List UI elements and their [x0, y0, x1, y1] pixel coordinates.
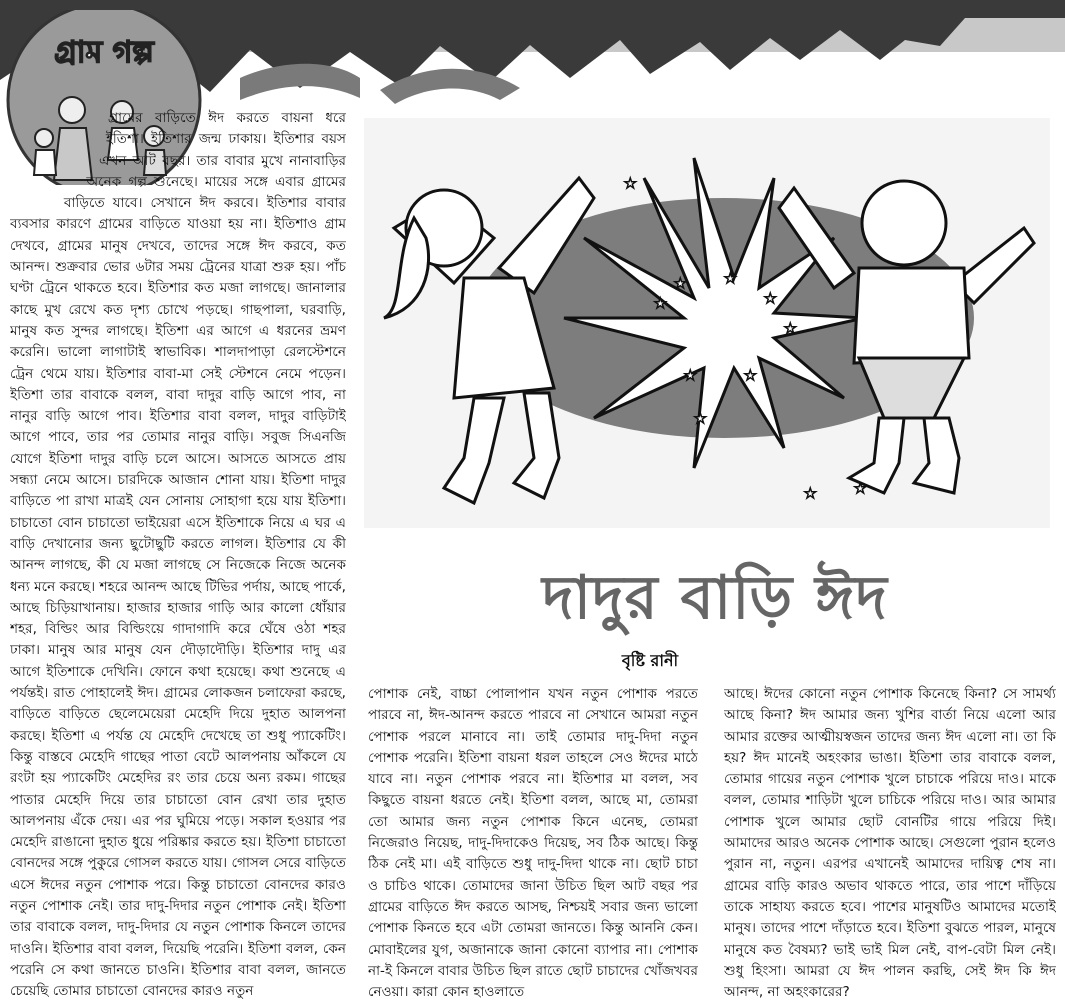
- svg-text:★: ★: [694, 411, 707, 427]
- headline: দাদুর বাড়ি ঈদ: [542, 563, 888, 633]
- illustration: [364, 118, 1050, 528]
- svg-text:★: ★: [724, 271, 737, 287]
- article-column-3: [724, 684, 1056, 1004]
- article-column-2: [368, 684, 698, 1004]
- svg-text:★: ★: [854, 481, 867, 497]
- article-column-1: [10, 108, 346, 1003]
- svg-text:★: ★: [684, 368, 697, 384]
- column-1-text: গ্রামের বাড়িতে ঈদ করতে বায়না ধরে ইতিশা। ইতিশার জন্ম ঢাকায়। ইতিশার বয়স এখন আট বছর। তার বাবার মুখে নানাবাড়ির অনেক গল্প শুনেছে। মায়ের সঙ্গে এবার গ্রামের বাড়িতে যাবে। সেখানে ঈদ করবে। ইতিশার বাবার ব্যবসার কারণে গ্রামের বাড়িতে যাওয়া হয় না। ইতিশাও গ্রাম দেখবে, গ্রামের মানুষ দেখবে, তাদের সঙ্গে ঈদ করবে, কত আনন্দ। শুক্রবার ভোর ৬টার সময় ট্রেনের যাত্রা শুরু হয়। পাঁচ ঘণ্টা ট্রেনে থাকতে হবে। ইতিশার কত মজা লাগছে। জানালার কাছে মুখ রেখে কত দৃশ্য চোখে পড়ছে। গাছপালা, ঘরবাড়ি, মানুষ কত সুন্দর লাগছে। ইতিশা এর আগে এ ধরনের ভ্রমণ করেনি। ভালো লাগাটাই স্বাভাবিক। শালদাপাড়া রেলস্টেশনে ট্রেন থেমে যায়। ইতিশার বাবা-মা সেই স্টেশনে নেমে পড়েন। ইতিশা তার বাবাকে বলল, বাবা দাদুর বাড়ি আগে পাব, না নানুর বাড়ি আগে পাব। ইতিশার বাবা বলল, দাদুর বাড়িটাই আগে পাবে, তার পর তোমার নানুর বাড়ি। সবুজ সিএনজি যোগে ইতিশা দাদুর বাড়ি চলে আসে। আসতে আসতে প্রায় সন্ধ্যা নেমে আসে। চারদিকে আজান শোনা যায়। ইতিশা দাদুর বাড়িতে পা রাখা মাত্রই যেন সোনায় সোহাগা হয়ে যায় ইতিশা। চাচাতো বোন চাচাতো ভাইয়েরা এসে ইতিশাকে নিয়ে এ ঘর এ বাড়ি দেখানোর জন্য ছুটোছুটি করতে লাগল। ইতিশার যে কী আনন্দ লাগছে, কী যে মজা লাগছে সে নিজেকে নিজে অনেক ধন্য মনে করছে। শহরে আনন্দ আছে টিভির পর্দায়, আছে পার্কে, আছে চিড়িয়াখানায়। হাজার হাজার গাড়ি আর কালো ধোঁয়ার শহর, বিল্ডিং আর বিল্ডিংয়ে গাদাগাদি করে ঘেঁষে ওঠা শহর ঢাকা। মানুষ আর মানুষ যেন দৌড়াদৌড়ি। ইতিশার দাদু এর আগে ইতিশাকে দেখিনি। ফোনে কথা হয়েছে। কথা শুনেছে এ পর্যন্তই। রাত পোহালেই ঈদ। গ্রামের লোকজন চলাফেরা করছে, বাড়িতে বাড়িতে ছেলেমেয়েরা মেহেদি দিয়ে দুহাত আলপনা করছে। ইতিশা এ পর্যন্ত যে মেহেদি দেখেছে তা শুধু প্যাকেটিং। কিন্তু বাস্তবে মেহেদি গাছের পাতা বেটে আলপনায় আঁকলে যে রংটা হয় প্যাকেটিং মেহেদির রং তার চেয়ে অন্য রকম। গাছের পাতার মেহেদি দিয়ে তার চাচাতো বোন রেখা তার দুহাত আলপনায় এঁকে দেয়। এর পর ঘুমিয়ে পড়ে। সকাল হওয়ার পর মেহেদি রাঙানো দুহাত ধুয়ে পরিষ্কার করতে হয়। ইতিশা চাচাতো বোনদের সঙ্গে পুকুরে গোসল করতে যায়। গোসল সেরে বাড়িতে এসে ঈদের নতুন পোশাক পরে। কিন্তু চাচাতো বোনদের কারও নতুন পোশাক নেই। তার দাদু-দিদার নতুন পোশাক নেই। ইতিশা তার বাবাকে বলল, দাদু-দিদার যে নতুন পোশাক কিনলে তাদের দাওনি। ইতিশার বাবা বলল, দিয়েছি পরেনি। ইতিশা বলল, কেন পরেনি সে কথা জানতে চাওনি। ইতিশার বাবা বলল, জানতে চেয়েছি তোমার চাচাতো বোনদের কারও নতুন: [10, 110, 346, 1000]
- section-logo-title: গ্রাম গল্প: [54, 35, 154, 70]
- svg-text:★: ★: [654, 296, 667, 312]
- svg-text:★: ★: [784, 321, 797, 337]
- svg-text:★: ★: [674, 276, 687, 292]
- column-3-text: আছে। ঈদের কোনো নতুন পোশাক কিনেছে কিনা? সে সামর্থ্য আছে কিনা? ঈদ আমার জন্য খুশির বার্তা নিয়ে এলো আর আমার রক্তের আত্মীয়স্বজন তাদের জন্য ঈদ এলো না। তা কি হয়? ঈদ মানেই অহংকার ভাঙা। ইতিশা তার বাবাকে বলল, তোমার গায়ের নতুন পোশাক খুলে চাচাকে পরিয়ে দাও। মাকে বলল, তোমার শাড়িটা খুলে চাচিকে পরিয়ে দাও। আর আমার পোশাক খুলে আমার ছোট বোনটির গায়ে পরিয়ে দিই। আমাদের আরও অনেক পোশাক আছে। সেগুলো পুরান হলেও পুরান না, নতুন। এরপর এখানেই আমাদের দায়িত্ব শেষ না। গ্রামের বাড়ি কারও অভাব থাকতে পারে, তার পাশে দাঁড়িয়ে তাকে সাহায্য করতে হবে। পাশের মানুষটিও আমাদের মতোই মানুষ। তাদের পাশে দাঁড়াতে হবে। ইতিশা বুঝতে পারল, মানুষে মানুষে কত বৈষম্য? ভাই ভাই মিল নেই, বাপ-বেটা মিল নেই। শুধু হিংসা। আমরা যে ঈদ পালন করছি, সেই ঈদ কি ঈদ আনন্দ, না অহংকারের?: [724, 686, 1056, 1001]
- author-byline: বৃষ্টি রানী: [621, 651, 679, 670]
- svg-text:★: ★: [804, 486, 817, 502]
- svg-text:★: ★: [764, 291, 777, 307]
- column-2-text: পোশাক নেই, বাচ্চা পোলাপান যখন নতুন পোশাক পরতে পারবে না, ঈদ-আনন্দ করতে পারবে না সেখানে আমরা নতুন পোশাক পরলে মানাবে না। তাই তোমার দাদু-দিদা নতুন পোশাক পরেনি। ইতিশা বায়না ধরল তাহলে সেও ঈদের মাঠে যাবে না। নতুন পোশাক পরবে না। ইতিশার মা বলল, সব কিছুতে বায়না ধরতে নেই। ইতিশা বলল, আছে মা, তোমরা তো আমার জন্য নতুন পোশাক কিনে এনেছ, তোমরা নিজেরাও নিয়েছ, দাদু-দিদাকেও দিয়েছ, সব ঠিক আছে। কিন্তু ঠিক নেই মা। এই বাড়িতে শুধু দাদু-দিদা থাকে না। ছোট চাচা ও চাচিও থাকে। তোমাদের জানা উচিত ছিল আট বছর পর গ্রামের বাড়িতে ঈদ করতে আসছ, নিশ্চয়ই সবার জন্য ভালো পোশাক কিনতে হবে এটা তোমরা জানতে। কিন্তু আননি কেন। মোবাইলের যুগ, অজানাকে জানা কোনো ব্যাপার না। পোশাক না-ই কিনলে বাবার উচিত ছিল রাতে ছোট চাচাদের খোঁজখবর নেওয়া। কারা কোন হাওলাতে: [368, 686, 698, 1001]
- svg-text:★: ★: [744, 368, 757, 384]
- svg-text:★: ★: [624, 176, 637, 192]
